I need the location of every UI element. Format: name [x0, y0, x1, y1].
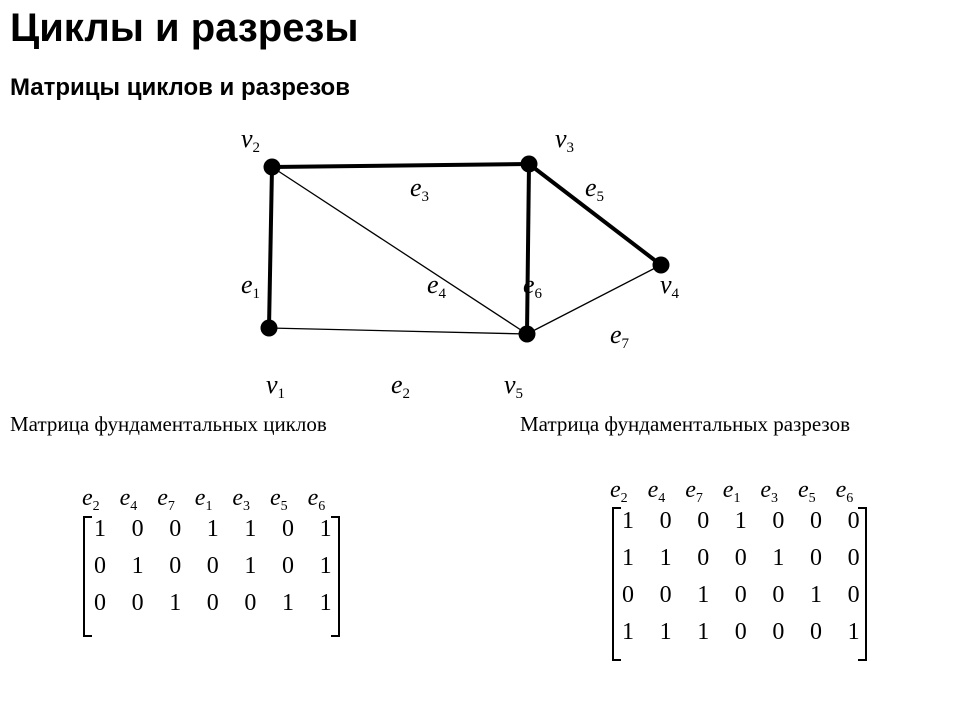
- cuts-matrix-header-index: 6: [846, 491, 854, 506]
- cuts-matrix-header-index: 2: [620, 491, 628, 506]
- cuts-matrix-cell: 0: [772, 619, 785, 645]
- vertex-v1: [261, 320, 278, 337]
- cuts-matrix-cell: 0: [734, 545, 747, 571]
- cuts-matrix-cell: 1: [659, 619, 672, 645]
- cycles-matrix-cell: 0: [282, 516, 294, 542]
- cuts-matrix-header-letter: e: [722, 477, 734, 503]
- cuts-matrix-cell: 1: [734, 508, 747, 534]
- cuts-matrix-cell: 1: [697, 582, 710, 608]
- vertex-label-v3-index: 3: [566, 140, 575, 156]
- cuts-matrix-cell: 0: [810, 545, 822, 571]
- cycles-matrix-cell: 1: [206, 516, 219, 542]
- vertex-label-v1-letter: v: [266, 370, 278, 399]
- vertex-label-v4-index: 4: [671, 286, 680, 302]
- cycles-matrix-cell: 0: [94, 553, 106, 579]
- vertex-label-v3-letter: v: [555, 124, 567, 153]
- cuts-matrix-cell: 1: [772, 545, 785, 571]
- edge-label-e1: [241, 272, 260, 302]
- edge-label-e6: [523, 272, 542, 302]
- vertex-v3: [521, 156, 538, 173]
- edge-e6: [527, 164, 529, 334]
- cuts-matrix-header-letter: e: [798, 477, 809, 503]
- cuts-matrix-cell: 0: [772, 508, 785, 534]
- cuts-matrix-cell: 0: [847, 508, 860, 534]
- cuts-matrix-header-index: 7: [695, 491, 703, 506]
- edge-label-e5-letter: e: [585, 173, 597, 202]
- cycles-matrix-cell: 1: [319, 553, 332, 579]
- cuts-matrix-cell: 1: [622, 508, 634, 534]
- edge-label-e5: [585, 175, 604, 205]
- cycles-matrix-header-index: 7: [167, 499, 175, 514]
- cuts-matrix-cell: 1: [659, 545, 672, 571]
- cycles-matrix-header-1: [82, 486, 100, 514]
- vertex-label-v1: [266, 372, 285, 402]
- vertex-label-v4: [660, 272, 679, 302]
- edge-e1: [269, 167, 272, 328]
- cycles-matrix-cell: 0: [94, 590, 106, 616]
- cuts-matrix-cell: 1: [622, 619, 634, 645]
- cuts-matrix-bracket-left: [612, 507, 621, 661]
- vertex-label-v2: [241, 126, 260, 156]
- cuts-matrix-cell: 1: [697, 619, 710, 645]
- cuts-matrix-header-3: [685, 478, 703, 506]
- cuts-matrix-header-letter: e: [647, 477, 659, 503]
- cycles-matrix-cell: 1: [319, 516, 332, 542]
- cycles-matrix-cell: 1: [94, 516, 106, 542]
- cycles-matrix-cell: 0: [206, 553, 219, 579]
- vertex-label-v3: [555, 126, 574, 156]
- edge-label-e7-letter: e: [610, 320, 622, 349]
- cycles-matrix-cell: 0: [282, 553, 294, 579]
- page-subtitle: Матрицы циклов и разрезов: [10, 74, 350, 101]
- vertex-label-v2-letter: v: [241, 124, 253, 153]
- edge-e7: [527, 265, 661, 334]
- cuts-matrix-header-letter: e: [835, 477, 847, 503]
- cycles-matrix-header-letter: e: [157, 485, 168, 511]
- vertex-label-v5: [504, 372, 523, 402]
- cycles-matrix-cell: 1: [244, 553, 257, 579]
- cuts-matrix-cell: 0: [847, 582, 860, 608]
- page-title: Циклы и разрезы: [10, 6, 359, 50]
- cuts-matrix-cell: 0: [622, 582, 634, 608]
- cycles-matrix-cell: 0: [244, 590, 257, 616]
- cycles-matrix-cell: 0: [131, 516, 144, 542]
- vertex-label-v4-letter: v: [660, 270, 672, 299]
- cycles-matrix-cell: 1: [319, 590, 332, 616]
- edge-label-e4: [427, 272, 446, 302]
- cycles-matrix-cell: 0: [206, 590, 219, 616]
- edge-label-e6-letter: e: [523, 270, 535, 299]
- edge-label-e2-letter: e: [391, 370, 403, 399]
- cuts-matrix-header-6: [798, 478, 816, 506]
- cycles-matrix-cell: 0: [169, 553, 182, 579]
- cycles-matrix-header-5: [232, 486, 250, 514]
- cycles-matrix-header-6: [270, 486, 288, 514]
- edge-label-e2: [391, 372, 410, 402]
- cuts-matrix-header-index: 4: [658, 491, 666, 506]
- edge-e3: [272, 164, 529, 167]
- cuts-matrix-header-index: 5: [808, 491, 816, 506]
- vertex-v2: [264, 159, 281, 176]
- cuts-matrix-cell: 0: [659, 508, 672, 534]
- edge-e4: [272, 167, 527, 334]
- cycles-matrix-cell: 1: [131, 553, 144, 579]
- cuts-matrix-cell: 0: [697, 508, 710, 534]
- cycles-matrix-header-7: [308, 486, 326, 514]
- edge-label-e6-index: 6: [534, 286, 543, 302]
- cycles-matrix-bracket-right: [331, 516, 340, 637]
- cycles-matrix-header-index: 3: [243, 499, 251, 514]
- cycles-matrix-header-index: 2: [92, 499, 100, 514]
- cuts-matrix-cell: 0: [697, 545, 710, 571]
- cuts-matrix-cell: 1: [847, 619, 860, 645]
- vertex-label-v5-index: 5: [515, 386, 524, 402]
- cuts-matrix-bracket-right: [858, 507, 867, 661]
- cycles-matrix-header-letter: e: [307, 485, 319, 511]
- vertex-label-v1-index: 1: [277, 386, 286, 402]
- cuts-matrix-cell: 1: [622, 545, 634, 571]
- cuts-matrix-caption: Матрица фундаментальных разрезов: [520, 412, 850, 436]
- edge-label-e1-letter: e: [241, 270, 253, 299]
- edge-label-e1-index: 1: [252, 286, 261, 302]
- cuts-matrix-header-index: 3: [771, 491, 779, 506]
- edge-label-e4-letter: e: [427, 270, 439, 299]
- edge-label-e5-index: 5: [596, 189, 605, 205]
- cycles-matrix-cell: 1: [244, 516, 257, 542]
- vertex-label-v2-index: 2: [252, 140, 261, 156]
- cycles-matrix-header-letter: e: [270, 485, 281, 511]
- cuts-matrix-header-letter: e: [685, 477, 696, 503]
- cycles-matrix-header-4: [195, 486, 213, 514]
- cuts-matrix-cell: 0: [847, 545, 860, 571]
- cuts-matrix-cell: 0: [810, 508, 822, 534]
- cycles-matrix-cell: 1: [169, 590, 182, 616]
- cycles-matrix-header-letter: e: [82, 485, 93, 511]
- cuts-matrix-cell: 0: [772, 582, 785, 608]
- cuts-matrix-header-1: [610, 478, 628, 506]
- cuts-matrix-cell: 0: [810, 619, 822, 645]
- edge-label-e3-index: 3: [421, 189, 430, 205]
- cuts-matrix-cell: 1: [810, 582, 822, 608]
- edge-e2: [269, 328, 527, 334]
- cycles-matrix-header-index: 4: [130, 499, 138, 514]
- cycles-matrix-header-index: 6: [318, 499, 326, 514]
- edge-label-e3-letter: e: [410, 173, 422, 202]
- edge-label-e7: [610, 322, 629, 352]
- vertex-v5: [519, 326, 536, 343]
- cuts-matrix-header-7: [836, 478, 854, 506]
- cuts-matrix-cell: 0: [734, 619, 747, 645]
- edge-label-e3: [410, 175, 429, 205]
- cycles-matrix-bracket-left: [83, 516, 92, 637]
- cycles-matrix-caption: Матрица фундаментальных циклов: [10, 412, 327, 436]
- edge-label-e4-index: 4: [438, 286, 447, 302]
- cycles-matrix-header-2: [120, 486, 138, 514]
- cuts-matrix-cell: 0: [659, 582, 672, 608]
- vertex-label-v5-letter: v: [504, 370, 516, 399]
- cycles-matrix-cell: 0: [131, 590, 144, 616]
- edge-label-e2-index: 2: [402, 386, 411, 402]
- cuts-matrix-header-2: [648, 478, 666, 506]
- cuts-matrix-header-5: [760, 478, 778, 506]
- cycles-matrix-cell: 0: [169, 516, 182, 542]
- cuts-matrix-header-letter: e: [610, 477, 621, 503]
- cuts-matrix-cell: 0: [734, 582, 747, 608]
- cycles-matrix-cell: 1: [282, 590, 294, 616]
- cycles-matrix-header-letter: e: [194, 485, 206, 511]
- cycles-matrix-header-3: [157, 486, 175, 514]
- cycles-matrix-header-index: 1: [205, 499, 213, 514]
- edge-label-e7-index: 7: [621, 336, 630, 352]
- cuts-matrix-header-index: 1: [733, 491, 741, 506]
- cycles-matrix-header-index: 5: [280, 499, 288, 514]
- cuts-matrix-header-letter: e: [760, 477, 772, 503]
- cycles-matrix-header-letter: e: [119, 485, 131, 511]
- cuts-matrix-header-4: [723, 478, 741, 506]
- cycles-matrix-header-letter: e: [232, 485, 244, 511]
